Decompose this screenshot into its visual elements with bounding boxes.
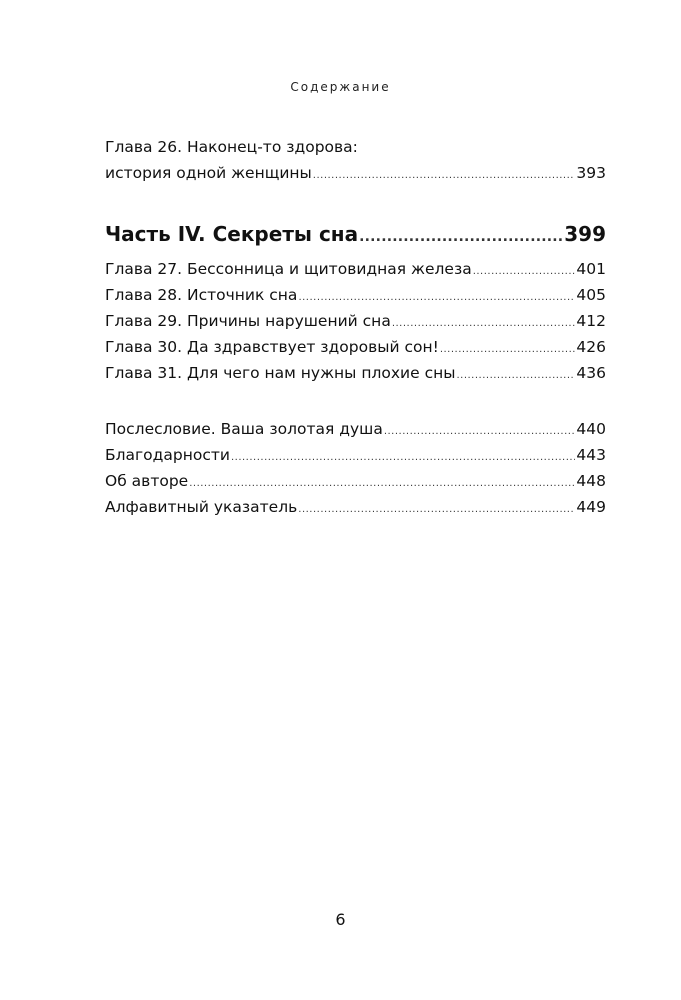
toc-entry-chapter-26[interactable] (105, 160, 606, 186)
dot-leader (298, 497, 575, 523)
toc-entry-label: Глава 30. Да здравствует здоровый сон! (105, 338, 439, 356)
toc-entry-chapter-28[interactable] (105, 282, 606, 308)
toc-entry-part-4[interactable] (105, 218, 606, 250)
toc-entry-page: 448 (576, 472, 606, 490)
toc-entry-about-author[interactable] (105, 468, 606, 494)
toc-entry-acknowledgements[interactable] (105, 442, 606, 468)
toc-entry-page: 393 (576, 164, 606, 182)
toc-entry-chapter-29[interactable] (105, 308, 606, 334)
toc-entry-chapter-26-title[interactable]: Глава 26. Наконец-то здорова: (105, 138, 358, 156)
page-number: 6 (335, 910, 346, 929)
dot-leader (440, 337, 576, 363)
toc-part-page: 399 (564, 222, 606, 246)
running-head: Содержание (290, 80, 391, 94)
toc-entry-label: Об авторе (105, 472, 189, 490)
dot-leader (473, 259, 576, 285)
toc-entry-page: 449 (576, 498, 606, 516)
dot-leader (384, 419, 576, 445)
toc-entry-page: 426 (576, 338, 606, 356)
toc-entry-label: Послесловие. Ваша золотая душа (105, 420, 383, 438)
toc-entry-label: Благодарности (105, 446, 230, 464)
toc-entry-label: Алфавитный указатель (105, 498, 298, 516)
toc-entry-chapter-27[interactable] (105, 256, 606, 282)
dot-leader (456, 363, 575, 389)
toc-entry-label: история одной женщины (105, 164, 312, 182)
dot-leader (359, 221, 563, 253)
toc-entry-page: 443 (576, 446, 606, 464)
toc-entry-page: 405 (576, 286, 606, 304)
table-of-contents (105, 134, 606, 520)
toc-entry-afterword[interactable] (105, 416, 606, 442)
toc-entry-page: 401 (576, 260, 606, 278)
toc-entry-chapter-31[interactable] (105, 360, 606, 386)
toc-entry-page: 412 (576, 312, 606, 330)
toc-entry-label: Глава 31. Для чего нам нужны плохие сны (105, 364, 456, 382)
dot-leader (313, 163, 576, 189)
toc-entry-label: Глава 29. Причины нарушений сна (105, 312, 391, 330)
toc-entry-index[interactable] (105, 494, 606, 520)
toc-entry-page: 440 (576, 420, 606, 438)
toc-entry-chapter-30[interactable] (105, 334, 606, 360)
toc-entry-label: Глава 28. Источник сна (105, 286, 298, 304)
toc-entry-label: Глава 27. Бессонница и щитовидная железа (105, 260, 472, 278)
toc-part-label: Часть IV. Секреты сна (105, 222, 359, 246)
toc-entry-page: 436 (576, 364, 606, 382)
dot-leader (231, 445, 575, 471)
